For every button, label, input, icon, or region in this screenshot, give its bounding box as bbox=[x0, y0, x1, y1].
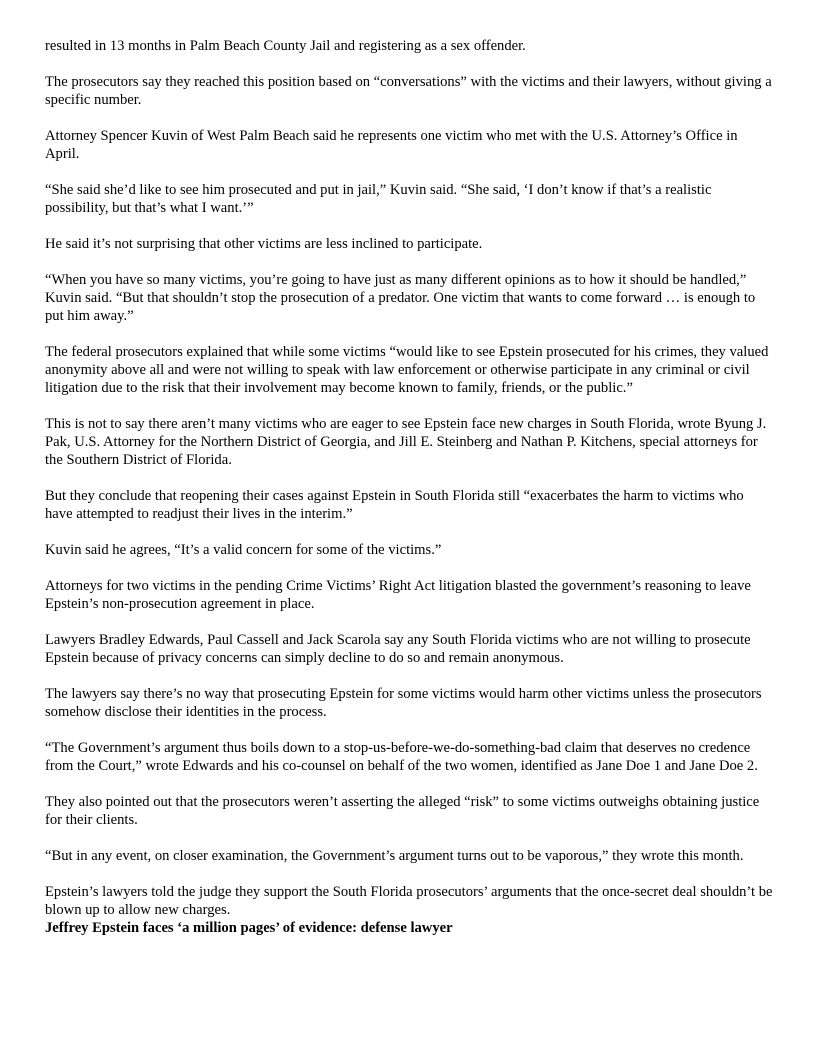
paragraph-9: But they conclude that reopening their cases against Epstein in South Florida still “exacerbates the harm to victims who have attempted to readjust their lives in the interim.” bbox=[45, 488, 744, 522]
paragraph-8: This is not to say there aren’t many victims who are eager to see Epstein face new charges in South Florida, wrote Byung J. Pak, U.S. Attorney for the Northern District of Georgia, and Jill E. Steinberg and Nathan P. Kitchens, special attorneys for the Southern District of Florida. bbox=[45, 416, 767, 468]
paragraph-14: “The Government’s argument thus boils down to a stop-us-before-we-do-something-bad claim that deserves no credence from the Court,” wrote Edwards and his co-counsel on behalf of the two women, identified as Jane Doe 1 and Jane Doe 2. bbox=[45, 740, 758, 774]
paragraph-12: Lawyers Bradley Edwards, Paul Cassell and Jack Scarola say any South Florida victims who are not willing to prosecute Epstein because of privacy concerns can simply decline to do so and remain anonymous. bbox=[45, 632, 751, 666]
paragraph-2: The prosecutors say they reached this position based on “conversations” with the victims and their lawyers, without giving a specific number. bbox=[45, 74, 772, 108]
paragraph-7: The federal prosecutors explained that while some victims “would like to see Epstein prosecuted for his crimes, they valued anonymity above all and were not willing to speak with law enforcement or otherwise participate in any criminal or civil litigation due to the risk that their involvement may become known to family, friends, or the public.” bbox=[45, 344, 769, 396]
paragraph-13: The lawyers say there’s no way that prosecuting Epstein for some victims would harm other victims unless the prosecutors somehow disclose their identities in the process. bbox=[45, 686, 762, 720]
paragraph-15: They also pointed out that the prosecutors weren’t asserting the alleged “risk” to some victims outweighs obtaining justice for their clients. bbox=[45, 794, 760, 828]
paragraph-17: Epstein’s lawyers told the judge they support the South Florida prosecutors’ arguments that the once-secret deal shouldn’t be blown up to allow new charges. bbox=[45, 884, 773, 918]
paragraph-3: Attorney Spencer Kuvin of West Palm Beach said he represents one victim who met with the U.S. Attorney’s Office in April. bbox=[45, 128, 738, 162]
related-headline: Jeffrey Epstein faces ‘a million pages’ of evidence: defense lawyer bbox=[45, 920, 453, 936]
paragraph-11: Attorneys for two victims in the pending Crime Victims’ Right Act litigation blasted the government’s reasoning to leave Epstein’s non-prosecution agreement in place. bbox=[45, 578, 751, 612]
paragraph-10: Kuvin said he agrees, “It’s a valid concern for some of the victims.” bbox=[45, 542, 442, 558]
paragraph-6: “When you have so many victims, you’re going to have just as many different opinions as to how it should be handled,” Kuvin said. “But that shouldn’t stop the prosecution of a predator. One victim that wants to come forward … is enough to put him away.” bbox=[45, 272, 756, 324]
paragraph-1: resulted in 13 months in Palm Beach County Jail and registering as a sex offender. bbox=[45, 38, 526, 54]
article-body bbox=[45, 37, 773, 937]
paragraph-5: He said it’s not surprising that other victims are less inclined to participate. bbox=[45, 236, 483, 252]
paragraph-16: “But in any event, on closer examination, the Government’s argument turns out to be vaporous,” they wrote this month. bbox=[45, 848, 744, 864]
paragraph-4: “She said she’d like to see him prosecuted and put in jail,” Kuvin said. “She said, ‘I don’t know if that’s a realistic possibility, but that’s what I want.’” bbox=[45, 182, 712, 216]
